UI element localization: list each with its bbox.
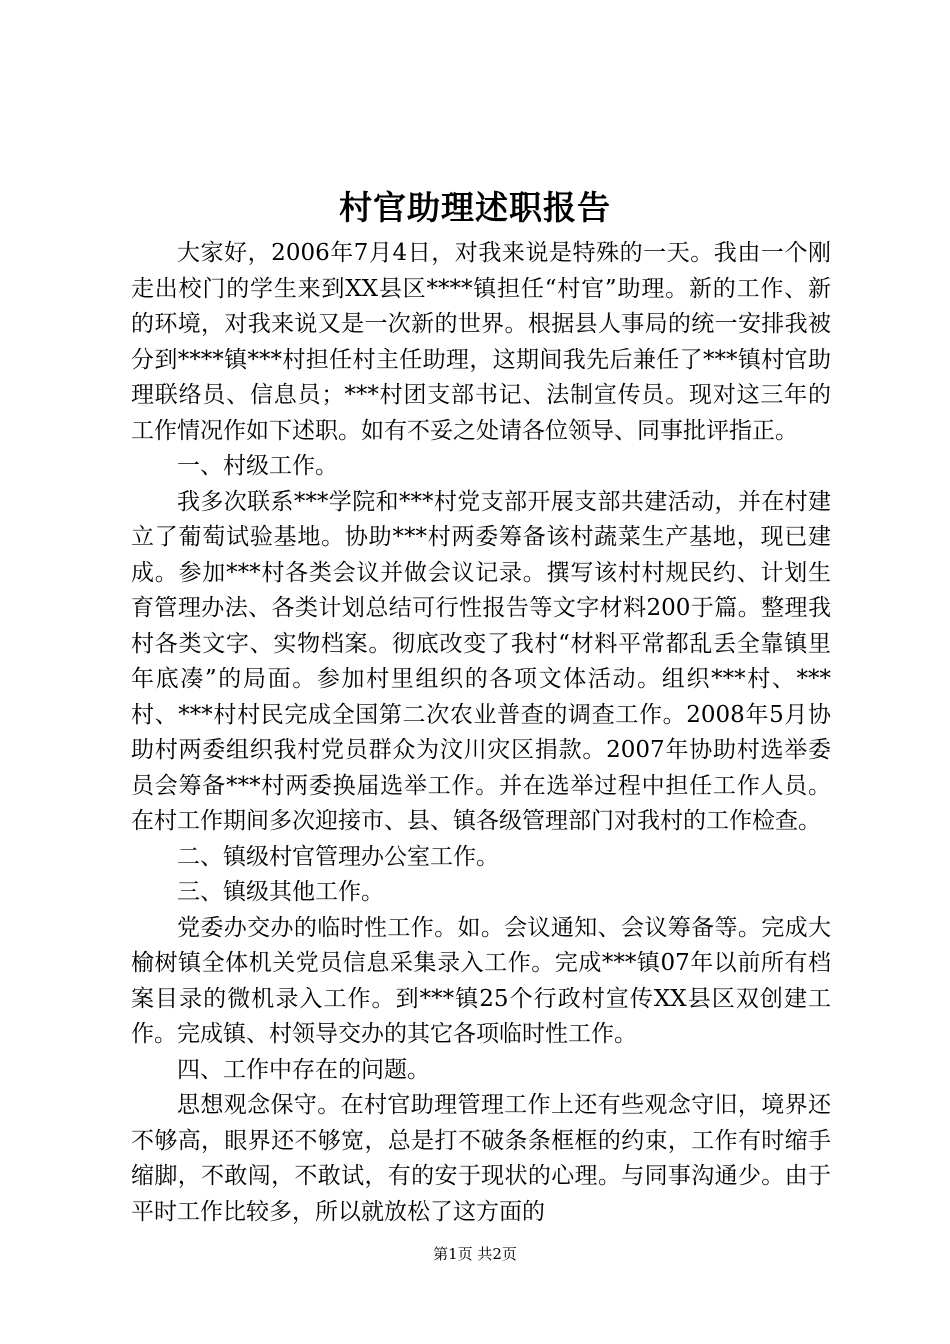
paragraph-village-work: 我多次联系***学院和***村党支部开展支部共建活动，并在村建立了葡萄试验基地。协助***村两委筹备该村蔬菜生产基地，现已建成。参加***村各类会议并做会议记录。撰写该村村规民约、计划生育管理办法、各类计划总结可行性报告等文字材料200于篇。整理我村各类文字、实物档案。彻底改变了我村“材料平常都乱丢全靠镇里年底凑”的局面。参加村里组织的各项文体活动。组织***村、***村、***村村民完成全国第二次农业普查的调查工作。2008年5月协助村两委组织我村党员群众为汶川灾区捐款。2007年协助村选举委员会筹备***村两委换届选举工作。并在选举过程中担任工作人员。在村工作期间多次迎接市、县、镇各级管理部门对我村的工作检查。 <box>131 488 831 834</box>
document-body <box>131 236 831 1230</box>
section-heading-problems: 四、工作中存在的问题。 <box>177 1056 430 1083</box>
page-footer: 第1页 共2页 <box>433 1245 517 1263</box>
document-title: 村官助理述职报告 <box>339 188 611 227</box>
section-heading-town-other: 三、镇级其他工作。 <box>177 879 384 905</box>
section-heading-town-office: 二、镇级村官管理办公室工作。 <box>177 843 499 870</box>
paragraph-problems: 思想观念保守。在村官助理管理工作上还有些观念守旧，境界还不够高，眼界还不够宽，总是打不破条条框框的约束，工作有时缩手缩脚，不敢闯，不敢试，有的安于现状的心理。与同事沟通少。由于平时工作比较多，所以就放松了这方面的 <box>131 1092 831 1225</box>
paragraph-town-work: 党委办交办的临时性工作。如。会议通知、会议筹备等。完成大榆树镇全体机关党员信息采集录入工作。完成***镇07年以前所有档案目录的微机录入工作。到***镇25个行政村宣传XX县区双创建工作。完成镇、村领导交办的其它各项临时性工作。 <box>131 914 831 1047</box>
section-heading-village: 一、村级工作。 <box>177 453 338 479</box>
paragraph-intro: 大家好，2006年7月4日，对我来说是特殊的一天。我由一个刚走出校门的学生来到XX县区****镇担任“村官”助理。新的工作、新的环境，对我来说又是一次新的世界。根据县人事局的统一安排我被分到****镇***村担任村主任助理，这期间我先后兼任了***镇村官助理联络员、信息员；***村团支部书记、法制宣传员。现对这三年的工作情况作如下述职。如有不妥之处请各位领导、同事批评指正。 <box>131 240 831 444</box>
